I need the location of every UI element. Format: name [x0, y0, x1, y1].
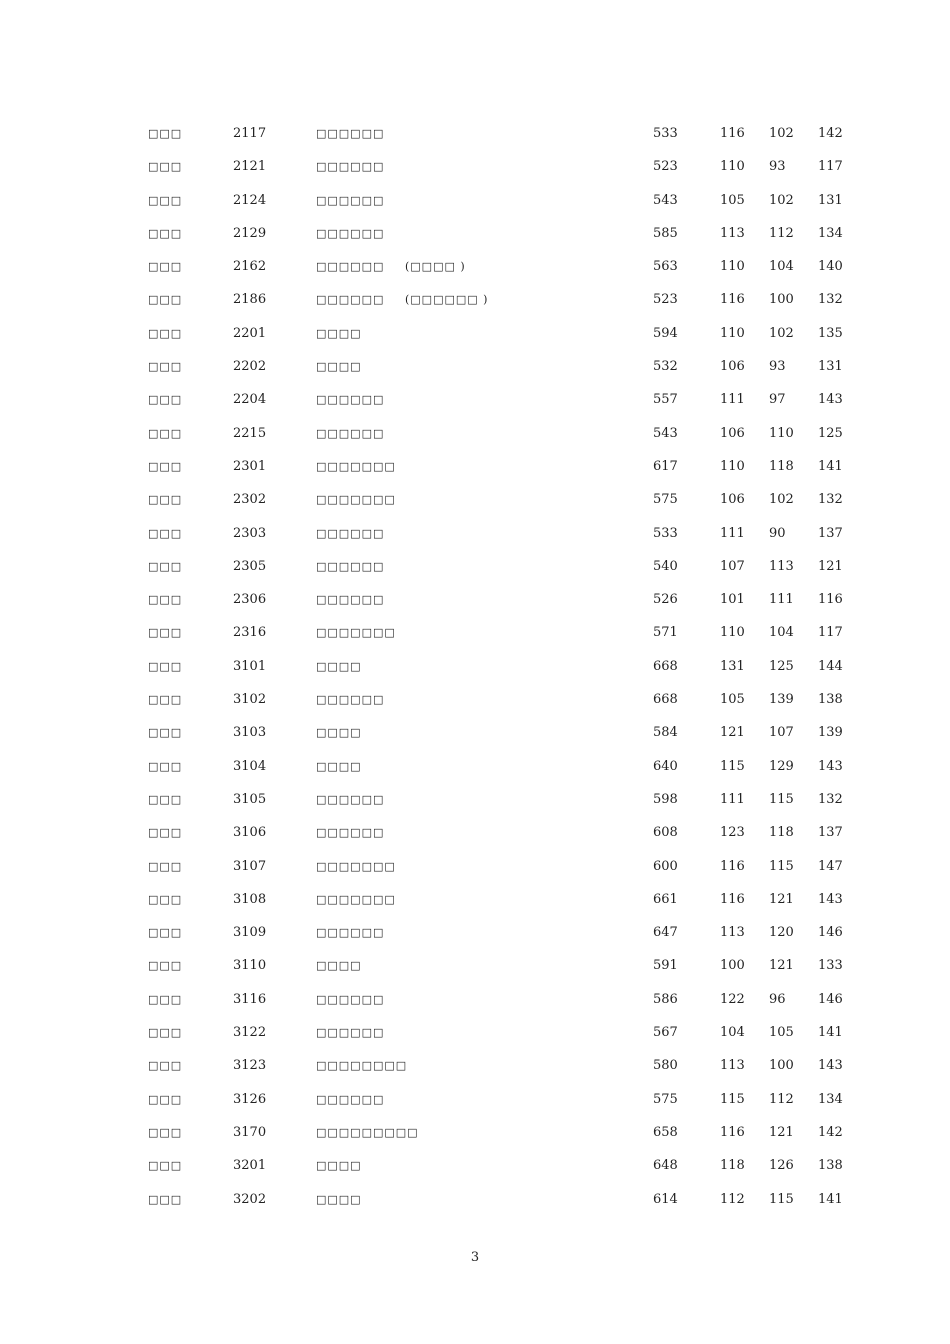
subject-score-1: 116	[720, 126, 745, 141]
school-name: □□□	[148, 360, 183, 374]
school-name: □□□	[148, 959, 183, 973]
school-name: □□□	[148, 293, 183, 307]
table-row	[0, 1089, 950, 1122]
total-score: 543	[653, 192, 678, 208]
program-name: □□□□□□	[316, 127, 385, 140]
subject-score-1: 111	[720, 791, 745, 807]
school-name: □□□	[148, 559, 183, 573]
subject-score-2: 110	[769, 425, 794, 441]
subject-score-1: 107	[720, 558, 745, 574]
subject-score-1: 116	[720, 858, 745, 874]
subject-score-3: 134	[818, 1091, 843, 1107]
subject-score-3: 137	[818, 525, 843, 541]
program-name: □□□□	[316, 659, 362, 673]
total-score: 571	[653, 625, 678, 641]
subject-score-2: 90	[769, 525, 786, 541]
subject-score-3: 143	[818, 1058, 843, 1074]
total-score: 533	[653, 525, 678, 541]
subject-score-3: 141	[818, 458, 843, 474]
subject-score-3: 141	[818, 1025, 843, 1041]
total-score: 540	[653, 558, 678, 574]
table-row	[0, 889, 950, 922]
program-code: 2316	[233, 625, 267, 641]
program-code: 3102	[233, 692, 267, 708]
program-name: □□□□□□□□□	[316, 1125, 419, 1139]
total-score: 648	[653, 1158, 678, 1174]
total-score: 532	[653, 359, 678, 375]
subject-score-2: 139	[769, 692, 794, 708]
subject-score-2: 113	[769, 558, 794, 574]
subject-score-1: 110	[720, 625, 745, 641]
table-row	[0, 656, 950, 689]
program-code: 3201	[233, 1158, 267, 1174]
table-row	[0, 123, 950, 156]
subject-score-1: 110	[720, 458, 745, 474]
subject-score-2: 115	[769, 791, 794, 807]
subject-score-2: 102	[769, 325, 794, 341]
subject-score-1: 111	[720, 525, 745, 541]
total-score: 543	[653, 425, 678, 441]
program-code: 2302	[233, 492, 267, 508]
school-name: □□□	[148, 127, 183, 140]
subject-score-3: 143	[818, 891, 843, 907]
program-name: □□□□□□	[316, 1092, 385, 1106]
school-name: □□□	[148, 659, 183, 673]
total-score: 584	[653, 725, 678, 741]
program-code: 3123	[233, 1058, 267, 1074]
subject-score-2: 96	[769, 991, 786, 1007]
subject-score-3: 144	[818, 658, 843, 674]
school-name: □□□	[148, 1026, 183, 1040]
subject-score-1: 105	[720, 192, 745, 208]
subject-score-1: 110	[720, 159, 745, 175]
table-row	[0, 622, 950, 655]
program-code: 3106	[233, 825, 267, 841]
table-row	[0, 722, 950, 755]
subject-score-1: 116	[720, 891, 745, 907]
program-code: 3104	[233, 758, 267, 774]
program-code: 2121	[233, 159, 267, 175]
subject-score-2: 126	[769, 1158, 794, 1174]
program-name: □□□□□□□□	[316, 1059, 408, 1073]
program-name: □□□□□□	[316, 559, 385, 573]
subject-score-3: 147	[818, 858, 843, 874]
subject-score-2: 121	[769, 1124, 794, 1140]
school-name: □□□	[148, 892, 183, 906]
subject-score-3: 141	[818, 1191, 843, 1207]
subject-score-3: 142	[818, 126, 843, 141]
subject-score-3: 121	[818, 558, 843, 574]
program-code: 2186	[233, 292, 267, 308]
program-name: □□□□	[316, 360, 362, 374]
program-name: □□□□	[316, 759, 362, 773]
table-row	[0, 1055, 950, 1088]
program-name: □□□□□□	[316, 226, 385, 240]
table-row	[0, 156, 950, 189]
page-number: 3	[470, 1250, 480, 1265]
school-name: □□□	[148, 859, 183, 873]
subject-score-3: 137	[818, 825, 843, 841]
table-row	[0, 223, 950, 256]
school-name: □□□	[148, 526, 183, 540]
total-score: 658	[653, 1124, 678, 1140]
subject-score-1: 116	[720, 292, 745, 308]
program-name: □□□□□□□	[316, 493, 396, 507]
program-name: □□□□□□	[316, 992, 385, 1006]
total-score: 526	[653, 592, 678, 608]
school-name: □□□	[148, 759, 183, 773]
program-name: □□□□	[316, 326, 362, 340]
total-score: 567	[653, 1025, 678, 1041]
table-row	[0, 1022, 950, 1055]
table-row	[0, 989, 950, 1022]
program-code: 2204	[233, 392, 267, 408]
subject-score-2: 112	[769, 1091, 794, 1107]
program-name: □□□□	[316, 1192, 362, 1206]
subject-score-2: 100	[769, 292, 794, 308]
school-name: □□□	[148, 926, 183, 940]
program-code: 3126	[233, 1091, 267, 1107]
total-score: 661	[653, 891, 678, 907]
program-name: □□□□	[316, 1159, 362, 1173]
table-row	[0, 256, 950, 289]
subject-score-2: 111	[769, 592, 794, 608]
school-name: □□□	[148, 593, 183, 607]
subject-score-1: 113	[720, 925, 745, 941]
program-name: □□□□□□	[316, 1026, 385, 1040]
school-name: □□□	[148, 1059, 183, 1073]
total-score: 523	[653, 292, 678, 308]
subject-score-2: 105	[769, 1025, 794, 1041]
subject-score-1: 106	[720, 359, 745, 375]
table-row	[0, 423, 950, 456]
subject-score-1: 106	[720, 425, 745, 441]
subject-score-2: 102	[769, 192, 794, 208]
subject-score-2: 104	[769, 259, 794, 275]
school-name: □□□	[148, 493, 183, 507]
program-name: □□□□	[316, 726, 362, 740]
subject-score-3: 140	[818, 259, 843, 275]
program-code: 3110	[233, 958, 267, 974]
school-name: □□□	[148, 193, 183, 207]
program-name: □□□□□□	[316, 193, 385, 207]
subject-score-2: 121	[769, 958, 794, 974]
subject-score-3: 131	[818, 192, 843, 208]
total-score: 585	[653, 225, 678, 241]
school-name: □□□	[148, 1159, 183, 1173]
program-code: 3170	[233, 1124, 267, 1140]
subject-score-1: 123	[720, 825, 745, 841]
program-code: 2202	[233, 359, 267, 375]
subject-score-1: 110	[720, 325, 745, 341]
table-row	[0, 1189, 950, 1222]
total-score: 668	[653, 692, 678, 708]
table-row	[0, 589, 950, 622]
total-score: 640	[653, 758, 678, 774]
school-name: □□□	[148, 226, 183, 240]
table-row	[0, 1122, 950, 1155]
program-code: 2215	[233, 425, 267, 441]
subject-score-1: 110	[720, 259, 745, 275]
total-score: 523	[653, 159, 678, 175]
program-code: 2303	[233, 525, 267, 541]
subject-score-2: 115	[769, 1191, 794, 1207]
subject-score-2: 125	[769, 658, 794, 674]
subject-score-2: 97	[769, 392, 786, 408]
subject-score-3: 134	[818, 225, 843, 241]
total-score: 591	[653, 958, 678, 974]
program-name: □□□□□□□	[316, 859, 396, 873]
school-name: □□□	[148, 459, 183, 473]
program-name: □□□□□□	[316, 160, 385, 174]
subject-score-2: 120	[769, 925, 794, 941]
table-row	[0, 955, 950, 988]
subject-score-1: 111	[720, 392, 745, 408]
program-code: 3108	[233, 891, 267, 907]
program-name: □□□□□□	[316, 426, 385, 440]
school-name: □□□	[148, 693, 183, 707]
subject-score-1: 131	[720, 658, 745, 674]
program-code: 3101	[233, 658, 267, 674]
program-code: 2162	[233, 259, 267, 275]
subject-score-2: 93	[769, 159, 786, 175]
table-row	[0, 456, 950, 489]
program-code: 3122	[233, 1025, 267, 1041]
table-row	[0, 1155, 950, 1188]
program-code: 2301	[233, 458, 267, 474]
subject-score-2: 118	[769, 458, 794, 474]
total-score: 600	[653, 858, 678, 874]
subject-score-1: 100	[720, 958, 745, 974]
total-score: 668	[653, 658, 678, 674]
school-name: □□□	[148, 326, 183, 340]
subject-score-2: 115	[769, 858, 794, 874]
subject-score-3: 132	[818, 492, 843, 508]
school-name: □□□	[148, 1192, 183, 1206]
subject-score-3: 117	[818, 625, 843, 641]
school-name: □□□	[148, 160, 183, 174]
school-name: □□□	[148, 260, 183, 274]
program-name: □□□□□□	[316, 393, 385, 407]
school-name: □□□	[148, 726, 183, 740]
table-row	[0, 789, 950, 822]
subject-score-2: 121	[769, 891, 794, 907]
school-name: □□□	[148, 626, 183, 640]
program-code: 3116	[233, 991, 267, 1007]
total-score: 617	[653, 458, 678, 474]
total-score: 594	[653, 325, 678, 341]
subject-score-3: 117	[818, 159, 843, 175]
program-name: □□□□□□	[316, 260, 385, 274]
total-score: 575	[653, 1091, 678, 1107]
total-score: 614	[653, 1191, 678, 1207]
program-code: 2201	[233, 325, 267, 341]
program-code: 3103	[233, 725, 267, 741]
program-name: □□□□□□	[316, 826, 385, 840]
subject-score-3: 146	[818, 925, 843, 941]
program-name: □□□□□□	[316, 526, 385, 540]
subject-score-3: 138	[818, 692, 843, 708]
table-row	[0, 356, 950, 389]
subject-score-1: 113	[720, 225, 745, 241]
table-row	[0, 323, 950, 356]
subject-score-3: 139	[818, 725, 843, 741]
table-row	[0, 689, 950, 722]
table-row	[0, 756, 950, 789]
subject-score-3: 116	[818, 592, 843, 608]
subject-score-2: 100	[769, 1058, 794, 1074]
program-code: 2305	[233, 558, 267, 574]
subject-score-1: 115	[720, 758, 745, 774]
program-code: 2124	[233, 192, 267, 208]
subject-score-2: 112	[769, 225, 794, 241]
program-name: □□□□□□	[316, 293, 385, 307]
total-score: 647	[653, 925, 678, 941]
subject-score-1: 116	[720, 1124, 745, 1140]
program-code: 3109	[233, 925, 267, 941]
subject-score-2: 118	[769, 825, 794, 841]
total-score: 575	[653, 492, 678, 508]
subject-score-2: 129	[769, 758, 794, 774]
subject-score-1: 115	[720, 1091, 745, 1107]
subject-score-3: 132	[818, 292, 843, 308]
program-code: 3202	[233, 1191, 267, 1207]
program-code: 3105	[233, 791, 267, 807]
table-row	[0, 523, 950, 556]
subject-score-1: 101	[720, 592, 745, 608]
program-name: □□□□□□□	[316, 459, 396, 473]
total-score: 557	[653, 392, 678, 408]
total-score: 586	[653, 991, 678, 1007]
program-code: 2117	[233, 126, 267, 141]
program-note: (□□□□□□ )	[405, 293, 489, 307]
subject-score-1: 112	[720, 1191, 745, 1207]
school-name: □□□	[148, 992, 183, 1006]
subject-score-2: 104	[769, 625, 794, 641]
subject-score-1: 105	[720, 692, 745, 708]
score-table	[0, 123, 950, 1222]
total-score: 563	[653, 259, 678, 275]
subject-score-2: 102	[769, 492, 794, 508]
program-name: □□□□□□	[316, 593, 385, 607]
subject-score-1: 122	[720, 991, 745, 1007]
school-name: □□□	[148, 1092, 183, 1106]
subject-score-3: 142	[818, 1124, 843, 1140]
program-name: □□□□□□□	[316, 626, 396, 640]
school-name: □□□	[148, 1125, 183, 1139]
program-name: □□□□□□	[316, 693, 385, 707]
table-row	[0, 489, 950, 522]
subject-score-3: 125	[818, 425, 843, 441]
school-name: □□□	[148, 826, 183, 840]
program-name: □□□□□□□	[316, 892, 396, 906]
table-row	[0, 389, 950, 422]
total-score: 608	[653, 825, 678, 841]
subject-score-3: 146	[818, 991, 843, 1007]
subject-score-1: 104	[720, 1025, 745, 1041]
program-code: 3107	[233, 858, 267, 874]
subject-score-2: 93	[769, 359, 786, 375]
subject-score-1: 106	[720, 492, 745, 508]
subject-score-1: 121	[720, 725, 745, 741]
subject-score-2: 107	[769, 725, 794, 741]
subject-score-2: 102	[769, 126, 794, 141]
table-row	[0, 556, 950, 589]
program-code: 2306	[233, 592, 267, 608]
program-name: □□□□□□	[316, 926, 385, 940]
subject-score-1: 118	[720, 1158, 745, 1174]
subject-score-3: 138	[818, 1158, 843, 1174]
school-name: □□□	[148, 393, 183, 407]
subject-score-3: 132	[818, 791, 843, 807]
school-name: □□□	[148, 426, 183, 440]
program-note: (□□□□ )	[405, 260, 466, 274]
total-score: 580	[653, 1058, 678, 1074]
table-row	[0, 289, 950, 322]
program-name: □□□□	[316, 959, 362, 973]
table-row	[0, 856, 950, 889]
subject-score-3: 143	[818, 392, 843, 408]
subject-score-1: 113	[720, 1058, 745, 1074]
subject-score-3: 133	[818, 958, 843, 974]
table-row	[0, 822, 950, 855]
subject-score-3: 143	[818, 758, 843, 774]
subject-score-3: 131	[818, 359, 843, 375]
total-score: 533	[653, 126, 678, 141]
program-name: □□□□□□	[316, 792, 385, 806]
subject-score-3: 135	[818, 325, 843, 341]
total-score: 598	[653, 791, 678, 807]
table-row	[0, 190, 950, 223]
school-name: □□□	[148, 792, 183, 806]
table-row	[0, 922, 950, 955]
program-code: 2129	[233, 225, 267, 241]
